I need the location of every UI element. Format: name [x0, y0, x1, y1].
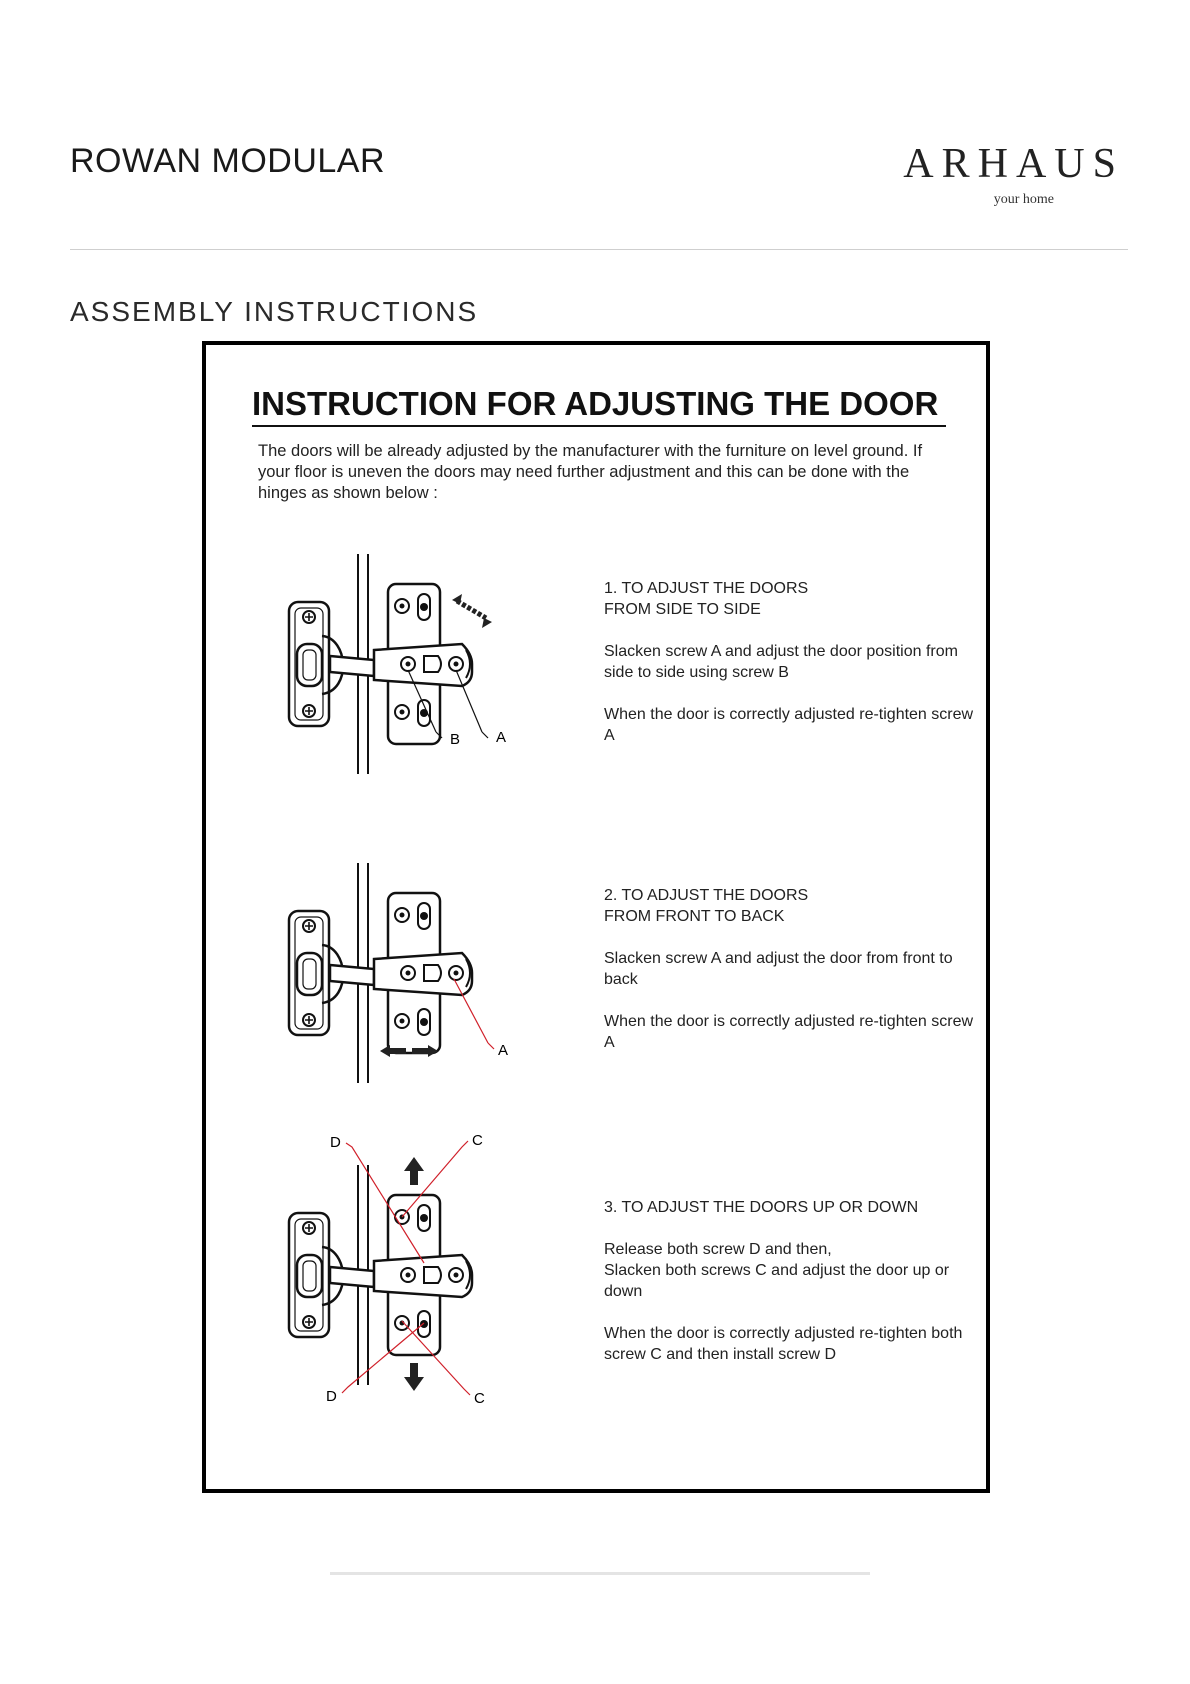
panel-heading: INSTRUCTION FOR ADJUSTING THE DOOR: [252, 385, 946, 427]
step-1-title-line1: 1. TO ADJUST THE DOORS: [604, 580, 809, 597]
label-c-top: C: [472, 1132, 483, 1149]
step-1-finish: When the door is correctly adjusted re-tighten screw A: [604, 706, 974, 744]
label-a: A: [498, 1042, 509, 1059]
step-1-title-line2: FROM SIDE TO SIDE: [604, 601, 761, 618]
step-up-or-down: [206, 1125, 986, 1425]
hinge-diagram-2: [286, 863, 526, 1083]
product-title: ROWAN MODULAR: [70, 142, 386, 180]
label-d-bottom: D: [326, 1388, 337, 1405]
step-1-instruction: Slacken screw A and adjust the door position from side to side using screw B: [604, 643, 958, 681]
header-divider: [70, 249, 1128, 250]
label-d-top: D: [330, 1134, 341, 1151]
step-2-title-line2: FROM FRONT TO BACK: [604, 908, 785, 925]
instruction-panel: [202, 341, 990, 1493]
brand-logo: [903, 140, 1124, 208]
label-c-bottom: C: [474, 1390, 485, 1407]
step-2-instruction: Slacken screw A and adjust the door from front to back: [604, 950, 953, 988]
diagonal-arrow-icon: [452, 594, 492, 628]
brand-name: ARHAUS: [903, 141, 1124, 187]
step-2-text: [604, 885, 974, 1074]
step-3-text: [604, 1197, 976, 1386]
label-b: B: [450, 731, 461, 748]
step-2-title-line1: 2. TO ADJUST THE DOORS: [604, 887, 809, 904]
label-a: A: [496, 729, 507, 746]
step-side-to-side: [206, 554, 986, 774]
hinge-diagram-3: [286, 1125, 526, 1425]
step-3-instruction-line2: Slacken both screws C and adjust the door up or down: [604, 1262, 950, 1300]
brand-tagline: your home: [993, 192, 1054, 207]
step-front-to-back: [206, 863, 986, 1083]
step-3-finish: When the door is correctly adjusted re-tighten both screw C and then install screw D: [604, 1325, 963, 1363]
down-arrow-icon: [404, 1363, 424, 1391]
footer-divider: [330, 1572, 870, 1575]
section-title: ASSEMBLY INSTRUCTIONS: [70, 296, 479, 327]
intro-text: The doors will be already adjusted by the manufacturer with the furniture on level ground. If your floor is uneven the doors may need further adjustment and this can be done with the hinges as shown below :: [258, 442, 923, 502]
step-2-finish: When the door is correctly adjusted re-tighten screw A: [604, 1013, 974, 1051]
up-arrow-icon: [404, 1157, 424, 1185]
step-3-title: 3. TO ADJUST THE DOORS UP OR DOWN: [604, 1199, 919, 1216]
step-1-text: [604, 578, 974, 767]
step-3-instruction-line1: Release both screw D and then,: [604, 1241, 832, 1258]
hinge-diagram-1: [286, 554, 526, 774]
